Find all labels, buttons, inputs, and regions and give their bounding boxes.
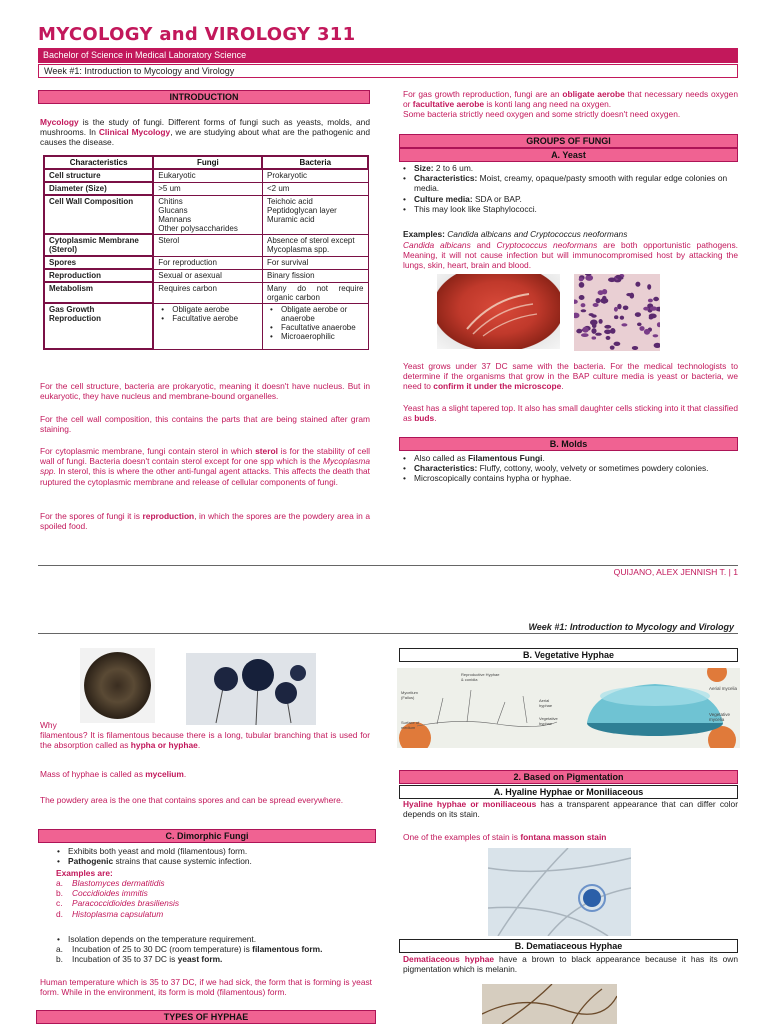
term-yeast-form: yeast form.	[177, 954, 223, 965]
diagram-label-aerial: Aerial hyphae	[539, 698, 553, 708]
row-label: Cell structure	[44, 169, 153, 182]
dimorphic-list	[54, 846, 374, 866]
table-row	[44, 269, 368, 282]
introduction-heading: INTRODUCTION	[38, 90, 370, 104]
yeast-list-item	[400, 204, 738, 214]
term-candida: Candida albicans	[403, 240, 471, 250]
diagram-label-reproductive: Reproductive Hyphae & conidia	[461, 672, 500, 682]
term-cryptococcus: Cryptococcus neoformans	[496, 240, 598, 250]
gas-bacteria-item: • Microaerophilic	[267, 332, 364, 341]
fungi-cell: Sterol	[153, 234, 262, 256]
pigmentation-heading: 2. Based on Pigmentation	[399, 770, 738, 784]
molds-heading: B. Molds	[399, 437, 738, 451]
term-fontana-masson: fontana masson stain	[520, 832, 607, 842]
table-row	[44, 195, 368, 234]
mem-text-a: For cytoplasmic membrane, fungi contain sterol in which	[40, 446, 256, 456]
mem-text-c: is for the stability of cell wall of fungi. Bacteria doesn't contain sterol except for one spp which is the	[40, 446, 370, 467]
molds-item-value: Fluffy, cottony, wooly, velvety or sometimes powdery colonies.	[477, 463, 709, 474]
row-label-gas: Gas Growth Reproduction	[44, 303, 153, 349]
term-hyaline: Hyaline hyphae or moniliaceous	[403, 799, 537, 809]
example-name: Blastomyces dermatitidis	[72, 878, 165, 888]
gas-text-e: is konti lang ang need na oxygen.	[484, 99, 612, 110]
molds-item-value: Also called as	[414, 453, 468, 463]
col-header-characteristics: Characteristics	[44, 156, 153, 169]
opp-text-b: and	[470, 240, 497, 250]
yeast-item-value: Moist, creamy, opaque/pasty smooth with regular edge colonies on media.	[414, 173, 728, 194]
dimorphic-heading: C. Dimorphic Fungi	[38, 829, 376, 843]
table-row	[44, 256, 368, 269]
table-row	[44, 234, 368, 256]
powdery-paragraph: The powdery area is the one that contains spores and can be spread everywhere.	[40, 795, 344, 805]
example-letter: c.	[56, 898, 63, 909]
bacteria-cell: <2 um	[262, 182, 368, 195]
running-header-rule	[38, 633, 738, 634]
yeast-microscopy-image	[574, 274, 660, 351]
grow-text-a: Yeast grows under 37 DC same with the bacteria. For the medical technologists to determine if the organisms that grow in the BAP culture media is yeast or bacteria, we need to	[403, 361, 738, 392]
row-label: Cytoplasmic Membrane (Sterol)	[44, 234, 153, 256]
diagram-label-vegetative: Vegetative hyphae	[539, 716, 558, 726]
dematiaceous-heading: B. Dematiaceous Hyphae	[399, 939, 738, 953]
col-header-fungi: Fungi	[153, 156, 262, 169]
bacteria-cell: Prokaryotic	[262, 169, 368, 182]
fungi-cell: For reproduction	[153, 256, 262, 269]
hyaline-paragraph	[403, 799, 738, 819]
incubation-list	[56, 944, 376, 964]
dematiaceous-microscopy-image	[482, 984, 617, 1024]
bacteria-cell: Absence of sterol except Mycoplasma spp.	[262, 234, 368, 256]
yeast-culture-plate-image	[437, 274, 560, 349]
why-filamentous-paragraph	[40, 720, 370, 751]
yeast-item-key: Size:	[414, 163, 434, 173]
molds-list-item	[400, 453, 738, 463]
term-confirm-microscope: confirm it under the microscope	[433, 381, 562, 392]
buds-paragraph	[403, 403, 738, 423]
yeast-item-value: 2 to 6 um.	[433, 163, 474, 173]
yeast-list-item	[400, 173, 738, 193]
types-of-hyphae-heading: TYPES OF HYPHAE	[36, 1010, 376, 1024]
isolation-item	[54, 934, 374, 944]
intro-paragraph	[40, 117, 370, 148]
mold-sporangia-image	[186, 653, 316, 725]
molds-list-item	[400, 473, 738, 483]
mem-text-e: In sterol, this is where the other anti-fungal agent attacks. This affects the death that ruptured the cytoplasmic membrane and release of cellular components of fungi.	[40, 466, 370, 487]
molds-list	[400, 453, 738, 484]
yeast-list-item	[400, 163, 738, 173]
dimorphic-example-item	[56, 878, 316, 888]
gas-fungi-cell	[153, 303, 262, 349]
col-header-bacteria: Bacteria	[262, 156, 368, 169]
comparison-table	[43, 155, 369, 350]
example-letter: b.	[56, 888, 63, 899]
term-facultative-aerobe: facultative aerobe	[412, 99, 484, 110]
table-row	[44, 282, 368, 303]
dimorphic-item-1	[54, 846, 374, 856]
inc-a-text: Incubation of 25 to 30 DC (room temperature) is	[72, 944, 253, 954]
gas-text-f: Some bacteria strictly need oxygen and some strictly doesn't need oxygen.	[403, 109, 681, 120]
row-label: Metabolism	[44, 282, 153, 303]
diagram-label-mycelium: Mycelium (Fallus)	[401, 690, 418, 700]
isolation-list	[54, 934, 374, 944]
example-name: Histoplasma capsulatum	[72, 908, 164, 919]
bacteria-cell: For survival	[262, 256, 368, 269]
spore-text-a: For the spores of fungi it is	[40, 511, 143, 521]
row-label: Spores	[44, 256, 153, 269]
fungi-cell: Eukaryotic	[153, 169, 262, 182]
running-header: Week #1: Introduction to Mycology and Virology	[528, 622, 734, 632]
groups-heading: GROUPS OF FUNGI	[399, 134, 738, 148]
why-text-a: Why	[40, 720, 57, 730]
term-clinical-mycology: Clinical Mycology	[98, 127, 171, 138]
molds-item-value: Microscopically contains hypha or hyphae.	[414, 473, 572, 484]
gas-bacteria-item: • Obligate aerobe or anaerobe	[267, 305, 364, 323]
dematiaceous-paragraph	[403, 954, 738, 974]
yeast-item-key: Culture media:	[414, 193, 473, 204]
diagram-label-aerial-mycelia: Aerial mycelia	[709, 686, 738, 691]
spores-paragraph	[40, 511, 370, 531]
example-name: Paracoccidioides brasiliensis	[72, 898, 180, 909]
dimorphic-item-2	[54, 856, 374, 866]
dem-text-b: have a brown to black appearance because it has its own pigmentation which is melanin.	[403, 954, 739, 975]
intro-text-b: , we are studying about what are the pathogenic and causes the disease.	[40, 127, 371, 148]
fungi-cell: Sexual or asexual	[153, 269, 262, 282]
incubation-a: a. Incubation of 25 to 30 DC (room temperature) is filamentous form.	[56, 944, 323, 954]
row-label: Reproduction	[44, 269, 153, 282]
molds-item-term: Filamentous Fungi	[468, 453, 543, 463]
term-mycoplasma: Mycoplasma spp.	[40, 456, 370, 477]
why-text-d: .	[197, 740, 201, 751]
fungi-cell: >5 um	[153, 182, 262, 195]
yeast-item-value: SDA or BAP.	[472, 193, 522, 204]
diagram-label-vegetative-mycelia: Vegetative mycelia	[709, 712, 731, 722]
intro-text-a: is the study of fungi. Different forms of fungi such as yeasts, molds, and mushrooms. In	[40, 117, 370, 138]
human-temperature-paragraph: Human temperature which is 35 to 37 DC, if we had sick, the form that is forming is yeast form. While in the environment, its form is mold (filamentous) form.	[40, 977, 372, 998]
term-pathogenic: Pathogenic	[68, 856, 114, 867]
cell-wall-paragraph: For the cell wall composition, this contains the parts that are being stained after gram staining.	[40, 414, 370, 435]
term-buds: buds	[414, 413, 435, 424]
hyaline-heading: A. Hyaline Hyphae or Moniliaceous	[399, 785, 738, 799]
stain-paragraph	[403, 832, 738, 842]
yeast-item-key: Characteristics:	[414, 173, 478, 184]
table-row	[44, 182, 368, 195]
vegetative-hyphae-heading: B. Vegetative Hyphae	[399, 648, 738, 662]
mycelium-paragraph	[40, 769, 370, 779]
program-bar: Bachelor of Science in Medical Laboratory Science	[38, 48, 738, 63]
yeast-examples-line	[403, 229, 738, 239]
gas-fungi-item: • Obligate aerobe	[158, 305, 258, 314]
bacteria-cell: Binary fission	[262, 269, 368, 282]
dim-item-1-text: Exhibits both yeast and mold (filamentous) form.	[68, 846, 248, 856]
dimorphic-examples-list	[56, 878, 316, 919]
term-hypha: hypha or hyphae	[130, 740, 198, 751]
examples-label: Examples:	[403, 229, 448, 239]
term-sterol: sterol	[255, 446, 278, 456]
examples-are-label: Examples are:	[56, 868, 113, 878]
gas-text-a: For gas growth reproduction, fungi are an	[403, 89, 563, 99]
yeast-heading: A. Yeast	[399, 148, 738, 162]
molds-list-item	[400, 463, 738, 473]
week-bar: Week #1: Introduction to Mycology and Virology	[38, 64, 738, 78]
mass-text-c: .	[183, 769, 187, 779]
yeast-item-value: This may look like Staphylococci.	[414, 203, 537, 214]
author-footer: QUIJANO, ALEX JENNISH T. | 1	[613, 567, 738, 577]
term-obligate-aerobe: obligate aerobe	[562, 89, 625, 99]
tap-text-a: Yeast has a slight tapered top. It also has small daughter cells sticking into it that classified as	[403, 403, 738, 424]
term-mycology: Mycology	[40, 117, 79, 127]
dimorphic-example-item	[56, 909, 316, 919]
yeast-list-item	[400, 194, 738, 204]
yeast-list	[400, 163, 738, 214]
examples-value: Candida albicans and Cryptococcus neoformans	[447, 229, 628, 239]
molds-item-end: .	[542, 453, 545, 463]
dimorphic-example-item	[56, 888, 316, 898]
gas-growth-paragraph	[403, 89, 738, 120]
spore-text-c: , in which the spores are the powdery area in a spoiled food.	[40, 511, 370, 532]
opportunistic-paragraph	[403, 240, 738, 271]
bacteria-cell: Many do not require organic carbon	[262, 282, 368, 303]
footer-rule	[38, 565, 738, 566]
term-reproduction: reproduction	[142, 511, 195, 521]
inc-b-text: Incubation of 35 to 37 DC is	[72, 954, 178, 965]
example-letter: d.	[56, 908, 63, 919]
fungi-cell: Chitins Glucans Mannans Other polysaccharides	[153, 195, 262, 234]
isolation-text: Isolation depends on the temperature requirement.	[68, 934, 257, 944]
why-text-b: filamentous? It is filamentous because there is a long, tubular branching that is used for the absorption called as	[40, 730, 370, 751]
document-title: MYCOLOGY and VIROLOGY 311	[38, 24, 356, 45]
molds-item-key: Characteristics:	[414, 463, 478, 474]
row-label: Diameter (Size)	[44, 182, 153, 195]
stain-text-a: One of the examples of stain is	[403, 832, 521, 842]
gas-text-c: that necessary needs oxygen or	[403, 89, 738, 110]
tap-text-c: .	[434, 413, 437, 424]
row-label: Cell Wall Composition	[44, 195, 153, 234]
term-mycelium: mycelium	[145, 769, 184, 779]
mass-text-a: Mass of hyphae is called as	[40, 769, 146, 779]
grow-text-c: .	[561, 381, 564, 392]
hyal-text-b: has a transparent appearance that can differ color depends on its stain.	[403, 799, 738, 820]
gas-bacteria-item: • Facultative anaerobe	[267, 323, 364, 332]
incubation-b: b. Incubation of 35 to 37 DC is yeast form.	[56, 954, 223, 965]
membrane-paragraph	[40, 446, 370, 487]
fungi-cell: Requires carbon	[153, 282, 262, 303]
gas-fungi-item: • Facultative aerobe	[158, 314, 258, 323]
example-letter: a.	[56, 878, 63, 888]
example-name: Coccidioides immitis	[72, 888, 148, 899]
opp-text-d: are both opportunistic pathogens. Meaning, it will not cause infection but will immunocompromised host by attacking the lungs, skin, heart, brain and blood.	[403, 240, 738, 271]
hyaline-microscopy-image	[488, 848, 631, 936]
dimorphic-example-item	[56, 898, 316, 908]
diagram-label-surface: Surface of medium	[401, 720, 420, 730]
bacteria-cell: Teichoic acid Peptidoglycan layer Muramic acid	[262, 195, 368, 234]
gas-bacteria-cell	[262, 303, 368, 349]
mold-colony-image	[80, 648, 155, 723]
table-row	[44, 169, 368, 182]
yeast-growth-paragraph	[403, 361, 738, 392]
term-filamentous-form: filamentous form.	[252, 944, 323, 954]
hyphae-diagram-image	[397, 668, 740, 748]
dim-item-2-text: strains that cause systemic infection.	[115, 856, 252, 867]
cell-structure-paragraph: For the cell structure, bacteria are prokaryotic, meaning it doesn't have nucleus. But in eukaryotic, they have nucleus and membrane-bound organelles.	[40, 381, 370, 402]
term-dematiaceous: Dematiaceous hyphae	[403, 954, 495, 964]
